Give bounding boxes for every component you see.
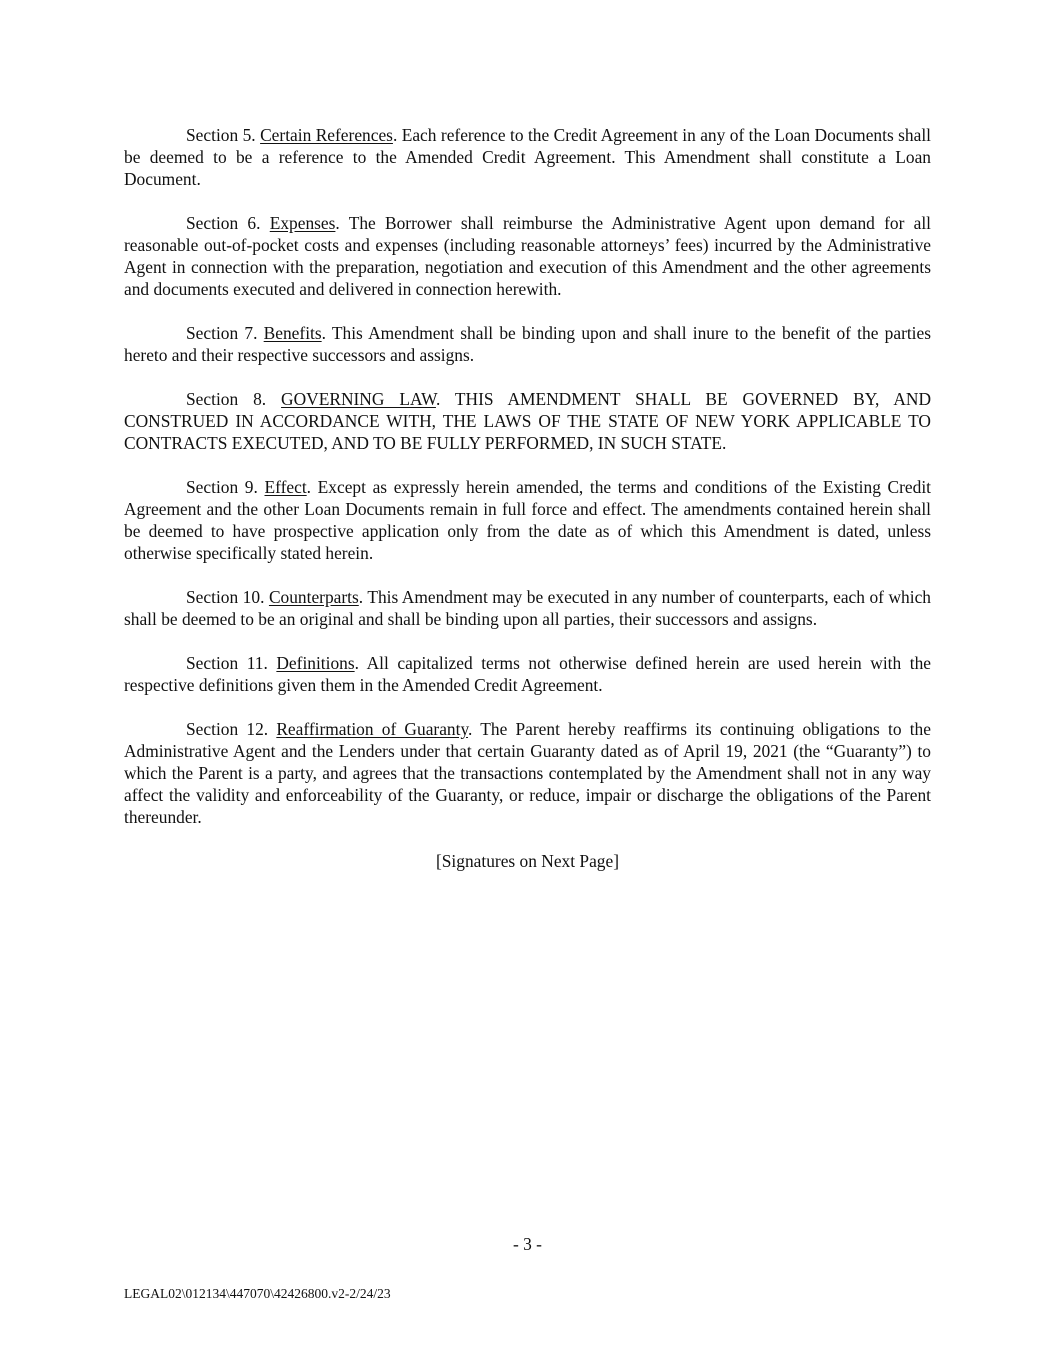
section-heading: GOVERNING LAW [281,389,436,409]
section-heading: Counterparts [268,587,359,607]
section-body: . This Amendment may be executed in any number of counterparts, each of which shall be deemed to be an original and shall be binding upon all parties, their successors and assigns. [124,587,931,629]
section-body: . THIS AMENDMENT SHALL BE GOVERNED BY, AND CONSTRUED IN ACCORDANCE WITH, THE LAWS OF THE STATE OF NEW YORK APPLICABLE TO CONTRACTS EXECUTED, AND TO BE FULLY PERFORMED, IN SUCH STATE. [124,389,931,453]
section-body: . All capitalized terms not otherwise defined herein are used herein with the respective definitions given them in the Amended Credit Agreement. [124,653,931,695]
section-prefix: Section 5. [186,125,261,145]
section-5 [124,124,931,190]
section-prefix: Section 6. [186,213,270,233]
section-heading: Definitions [276,653,355,673]
footer-document-reference: LEGAL02\012134\447070\42426800.v2-2/24/23 [124,1286,391,1301]
section-6 [124,212,931,300]
section-7 [124,322,931,366]
section-prefix: Section 8. [186,389,282,409]
document-page [124,124,931,872]
section-prefix: Section 10. [186,587,269,607]
section-body: . Except as expressly herein amended, the terms and conditions of the Existing Credit Agreement and the other Loan Documents remain in full force and effect. The amendments contained herein shall be deemed to have prospective application only from the date as of which this Amendment is dated, unless otherwise specifically stated herein. [124,477,931,563]
section-prefix: Section 7. [186,323,264,343]
section-11 [124,652,931,696]
section-body: . Each reference to the Credit Agreement in any of the Loan Documents shall be deemed to be a reference to the Amended Credit Agreement. This Amendment shall constitute a Loan Document. [124,125,931,189]
section-prefix: Section 12. [186,719,277,739]
signature-note: [Signatures on Next Page] [435,851,620,871]
section-heading: Certain References [260,125,393,145]
section-body: . The Borrower shall reimburse the Administrative Agent upon demand for all reasonable out-of-pocket costs and expenses (including reasonable attorneys’ fees) incurred by the Administrative Agent in connection with the preparation, negotiation and execution of this Amendment and the other agreements and documents executed and delivered in connection herewith. [124,213,932,299]
section-heading: Reaffirmation of Guaranty [276,719,469,739]
section-body: . The Parent hereby reaffirms its continuing obligations to the Administrative Agent and the Lenders under that certain Guaranty dated as of April 19, 2021 (the “Guaranty”) to which the Parent is a party, and agrees that the transactions contemplated by the Amendment shall not in any way affect the validity and enforceability of the Guaranty, or reduce, impair or discharge the obligations of the Parent thereunder. [124,719,931,827]
section-prefix: Section 9. [186,477,265,497]
section-10 [124,586,931,630]
section-heading: Benefits [263,323,322,343]
section-heading: Expenses [269,213,336,233]
section-12 [124,718,931,828]
section-9 [124,476,931,564]
section-8 [124,388,931,454]
section-prefix: Section 11. [186,653,277,673]
section-heading: Effect [264,477,307,497]
page-number: - 3 - [513,1234,542,1254]
section-body: . This Amendment shall be binding upon and shall inure to the benefit of the parties hereto and their respective successors and assigns. [124,323,932,365]
